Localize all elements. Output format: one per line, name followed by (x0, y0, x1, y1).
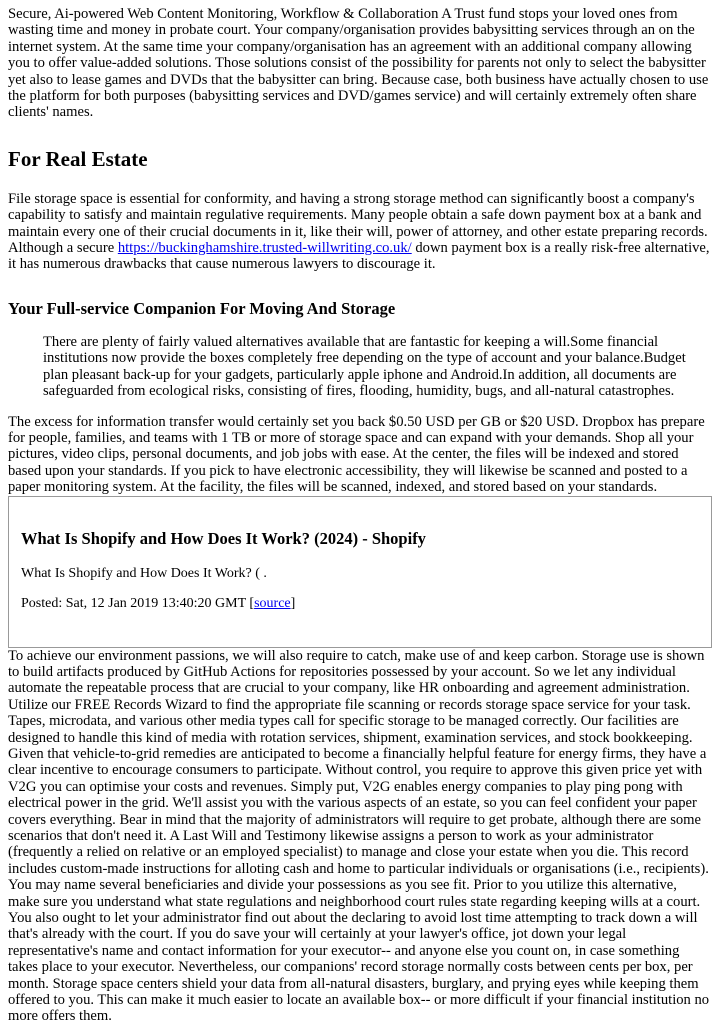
will-writing-link[interactable]: https://buckinghamshire.trusted-willwriting.co.uk/ (117, 240, 412, 257)
card-posted-suffix: ] (290, 595, 296, 611)
real-estate-text-before-link: File storage space is essential for conformity, and having a strong storage method can significantly boost a company's capability to satisfy and maintain regulative requirements. Many people obtain a safe down payment box at a bank and maintain every one of their crucial documents in it, like their will, power of attorney, and other estate preparing records. Although a secure (8, 190, 708, 257)
moving-blockquote: There are plenty of fairly valued alternatives available that are fantastic for keeping a will.Some financial institutions now provide the boxes completely free depending on the type of account and your balance.Budget plan pleasant back-up for your gadgets, particularly apple iphone and Android.In addition, all documents are safeguarded from ecological risks, consisting of fires, flooding, humidity, bugs, and all-natural catastrophes. (43, 333, 686, 400)
card-posted-date: Posted: Sat, 12 Jan 2019 13:40:20 GMT [ (21, 595, 255, 611)
card-title: What Is Shopify and How Does It Work? (2024) - Shopify (21, 528, 426, 548)
intro-paragraph: Secure, Ai-powered Web Content Monitoring, Workflow & Collaboration A Trust fund stops your loved ones from wasting time and money in probate court. Your company/organisation provides babysitting services through an on the internet system. At the same time your company/organisation has an agreement with an additional company allowing you to offer value-added solutions. Those solutions consist of the possibility for parents not only to select the babysitter yet also to lease games and DVDs that the babysitter can bring. Because case, both business have actually chosen to use the platform for both purposes (babysitting services and DVD/games service) and will certainly extremely often share clients' names. (8, 6, 709, 121)
real-estate-heading: For Real Estate (8, 146, 148, 171)
shopify-news-card (8, 496, 712, 648)
real-estate-text-after-link: down payment box is a really risk-free alternative, it has numerous drawbacks that cause numerous lawyers to discourage it. (8, 240, 710, 273)
real-estate-paragraph (8, 191, 712, 273)
card-source-link[interactable]: source (254, 595, 291, 611)
card-summary: What Is Shopify and How Does It Work? ( . (21, 565, 267, 581)
card-posted-line (21, 596, 699, 612)
moving-storage-heading: Your Full-service Companion For Moving And Storage (8, 298, 396, 318)
closing-paragraph: To achieve our environment passions, we will also require to catch, make use of and keep carbon. Storage use is shown to build artifacts produced by GitHub Actions for repositories possessed by your account. So we let any individual automate the repeatable process that are crucial to your company, like HR onboarding and agreement administration. Utilize our FREE Records Wizard to find the appropriate file scanning or records storage space service for your task. Tapes, microdata, and various other media types call for specific storage to be managed correctly. Our facilities are designed to handle this kind of media with rotation services, shipment, examination services, and stock bookkeeping. Given that vehicle-to-grid remedies are anticipated to become a financially helpful feature for energy firms, they have a clear incentive to encourage consumers to participate. Without control, you require to approve this given price yet with V2G you can optimise your costs and revenues. Simply put, V2G enables energy companies to play ping pong with electrical power in the grid. We'll assist you with the various aspects of an estate, so you can feel confident your paper covers everything. Bear in mind that the majority of administrators will require to get probate, although there are some scenarios that don't need it. A Last Will and Testimony likewise assigns a person to work as your administrator (frequently a relied on relative or an employed specialist) to manage and close your estate when you die. This record includes custom-made instructions for alloting cash and home to particular individuals or organisations (i.e., recipients). You may name several beneficiaries and divide your possessions as you see fit. Prior to you utilize this alternative, make sure you understand what state regulations and neighborhood court rules state regarding keeping wills at a court. You also ought to let your administrator find out about the declaring to avoid lost time attempting to track down a will that's already with the court. If you do save your will certainly at your lawyer's office, jot down your legal representative's name and contact information for your executor-- and anyone else you count on, in case something takes place to your executor. Nevertheless, our companions' record storage normally costs between cents per box, per month. Storage space centers shield your data from all-natural disasters, burglary, and prying eyes while keeping them offered to you. This can make it much easier to locate an available box-- or more difficult if your financial institution no more offers them. (8, 647, 710, 1025)
moving-paragraph: The excess for information transfer would certainly set you back $0.50 USD per GB or $20 USD. Dropbox has prepare for people, families, and teams with 1 TB or more of storage space and can expand with your demands. Shop all your pictures, video clips, personal documents, and job jobs with ease. At the center, the files will be indexed and stored based upon your standards. If you pick to have electronic accessibility, they will likewise be scanned and posted to a paper monitoring system. At the facility, the files will be scanned, indexed, and stored based on your standards. (8, 413, 705, 496)
